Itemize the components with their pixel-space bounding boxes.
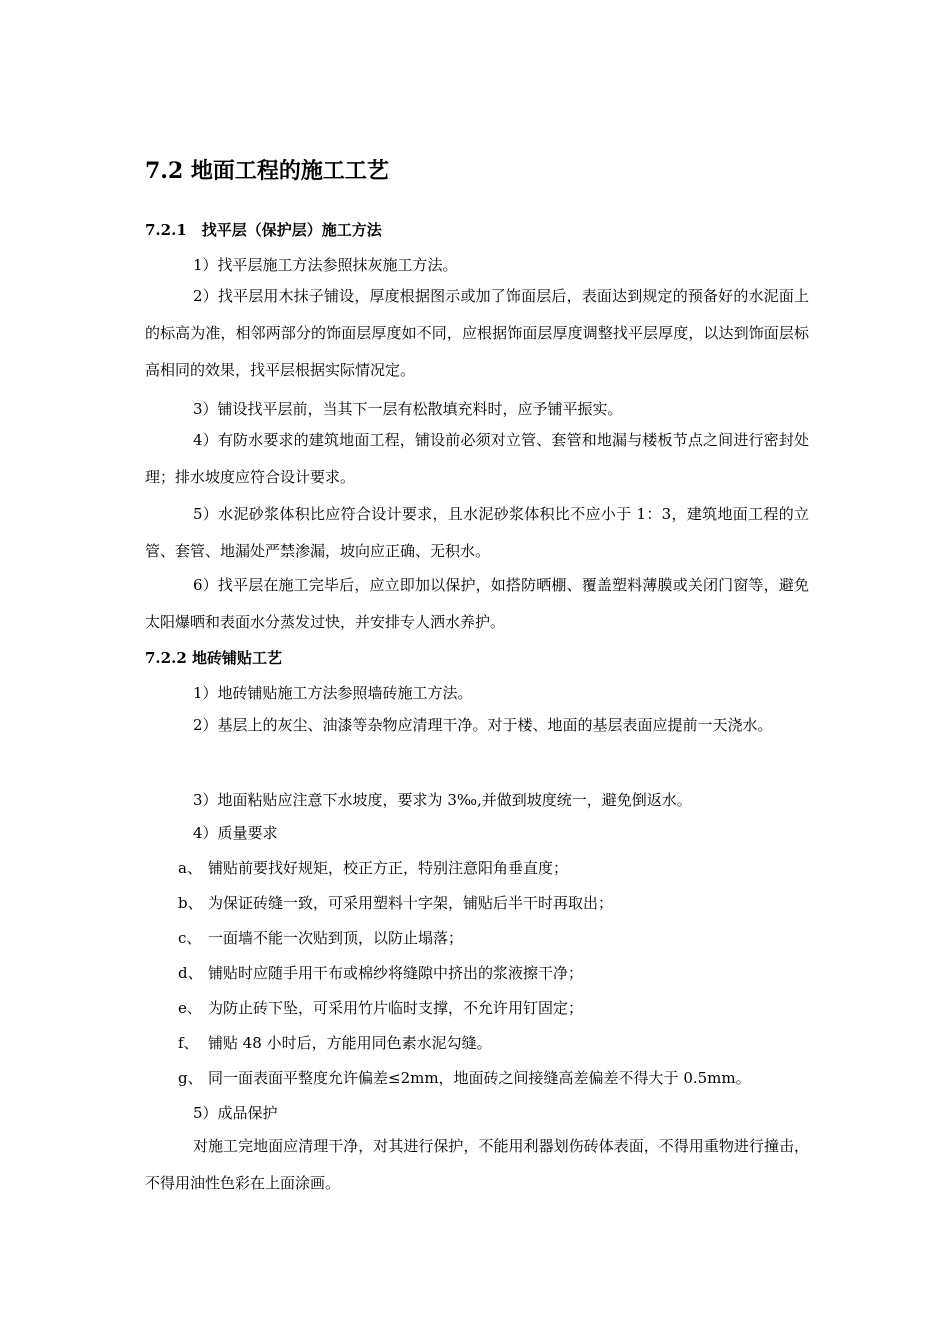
list-item <box>178 892 613 914</box>
paragraph: 2）找平层用木抹子铺设，厚度根据图示或加了饰面层后，表面达到规定的预备好的水泥面上的标高为准，相邻两部分的饰面层厚度如不同，应根据饰面层厚度调整找平层厚度，以达到饰面层标高相同的效果，找平层根据实际情况定。 <box>145 287 809 379</box>
list-item-text: 铺贴前要找好规矩，校正方正，特别注意阳角垂直度； <box>208 859 569 877</box>
subsection-heading-7-2-2: 7.2.2 地砖铺贴工艺 <box>145 649 282 667</box>
paragraph: 5）水泥砂浆体积比应符合设计要求，且水泥砂浆体积比不应小于 1：3，建筑地面工程的立管、套管、地漏处严禁渗漏，坡向应正确、无积水。 <box>145 505 809 560</box>
list-item <box>178 927 463 949</box>
subsection-heading-7-2-1: 7.2.1 找平层（保护层）施工方法 <box>145 221 382 239</box>
list-item-text: 为保证砖缝一致，可采用塑料十字架，铺贴后半干时再取出； <box>208 894 614 912</box>
paragraph: 2）基层上的灰尘、油漆等杂物应清理干净。对于楼、地面的基层表面应提前一天浇水。 <box>193 716 773 734</box>
list-item-text: 一面墙不能一次贴到顶，以防止塌落； <box>208 929 464 947</box>
paragraph: 4）有防水要求的建筑地面工程，铺设前必须对立管、套管和地漏与楼板节点之间进行密封处理；排水坡度应符合设计要求。 <box>145 431 809 486</box>
paragraph: 1）找平层施工方法参照抹灰施工方法。 <box>193 256 458 274</box>
list-marker: a、 <box>178 859 202 877</box>
paragraph: 对施工完地面应清理干净，对其进行保护，不能用利器划伤砖体表面，不得用重物进行撞击，不得用油性色彩在上面涂画。 <box>145 1137 809 1192</box>
list-item-text: 同一面表面平整度允许偏差≤2mm，地面砖之间接缝高差偏差不得大于 0.5mm。 <box>208 1069 751 1087</box>
list-item-text: 为防止砖下坠，可采用竹片临时支撑，不允许用钉固定； <box>208 999 584 1017</box>
list-item <box>178 857 568 879</box>
paragraph: 5）成品保护 <box>193 1104 278 1122</box>
list-marker: f、 <box>178 1034 199 1052</box>
list-marker: c、 <box>178 929 202 947</box>
section-title: 7.2 地面工程的施工工艺 <box>145 158 389 184</box>
list-marker: b、 <box>178 894 203 912</box>
paragraph: 4）质量要求 <box>193 824 278 842</box>
list-item <box>178 1032 492 1054</box>
paragraph: 1）地砖铺贴施工方法参照墙砖施工方法。 <box>193 684 473 702</box>
list-marker: e、 <box>178 999 202 1017</box>
paragraph: 6）找平层在施工完毕后，应立即加以保护，如搭防晒棚、覆盖塑料薄膜或关闭门窗等，避免太阳爆晒和表面水分蒸发过快，并安排专人洒水养护。 <box>145 576 809 631</box>
list-item <box>178 1067 751 1089</box>
list-marker: d、 <box>178 964 203 982</box>
list-item <box>178 997 583 1019</box>
list-item-text: 铺贴 48 小时后，方能用同色素水泥勾缝。 <box>208 1034 492 1052</box>
list-marker: g、 <box>178 1069 203 1087</box>
paragraph: 3）地面粘贴应注意下水坡度，要求为 3‰,并做到坡度统一，避免倒返水。 <box>193 791 692 809</box>
list-item-text: 铺贴时应随手用干布或棉纱将缝隙中挤出的浆液擦干净； <box>208 964 584 982</box>
paragraph: 3）铺设找平层前，当其下一层有松散填充料时，应予铺平振实。 <box>193 400 623 418</box>
list-item <box>178 962 583 984</box>
